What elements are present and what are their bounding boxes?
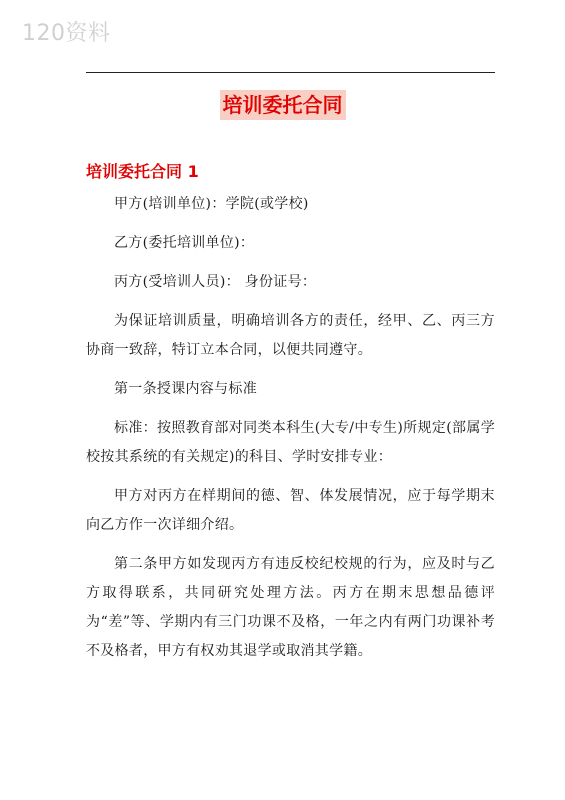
report-paragraph: 甲方对丙方在样期间的德、智、体发展情况，应于每学期末向乙方作一次详细介绍。: [86, 488, 495, 533]
document-body: [86, 190, 495, 676]
section-heading: 培训委托合同 1: [86, 162, 199, 181]
party-b-line: 乙方(委托培训单位)：: [114, 235, 255, 251]
preamble-paragraph: 为保证培训质量，明确培训各方的责任，经甲、乙、丙三方协商一致辞，特订立本合同，以便共同遵守。: [86, 313, 495, 358]
document-title-container: [0, 90, 565, 120]
watermark-logo: 120资料: [22, 21, 111, 46]
party-a-line: 甲方(培训单位)：学院(或学校): [114, 196, 309, 212]
header-rule: [86, 72, 495, 73]
party-c-line: 丙方(受培训人员)： 身份证号：: [114, 274, 317, 290]
article-2-paragraph: 第二条甲方如发现丙方有违反校纪校规的行为，应及时与乙方取得联系，共同研究处理方法。丙方在期末思想品德评为“差”等、学期内有三门功课不及格，一年之内有两门功课补考不及格者，甲方有权劝其退学或取消其学籍。: [86, 556, 495, 659]
standard-paragraph: 标准：按照教育部对同类本科生(大专/中专生)所规定(部属学校按其系统的有关规定)的科目、学时安排专业：: [86, 420, 495, 465]
document-title: 培训委托合同: [220, 90, 346, 120]
article-1-heading: 第一条授课内容与标准: [114, 381, 257, 397]
